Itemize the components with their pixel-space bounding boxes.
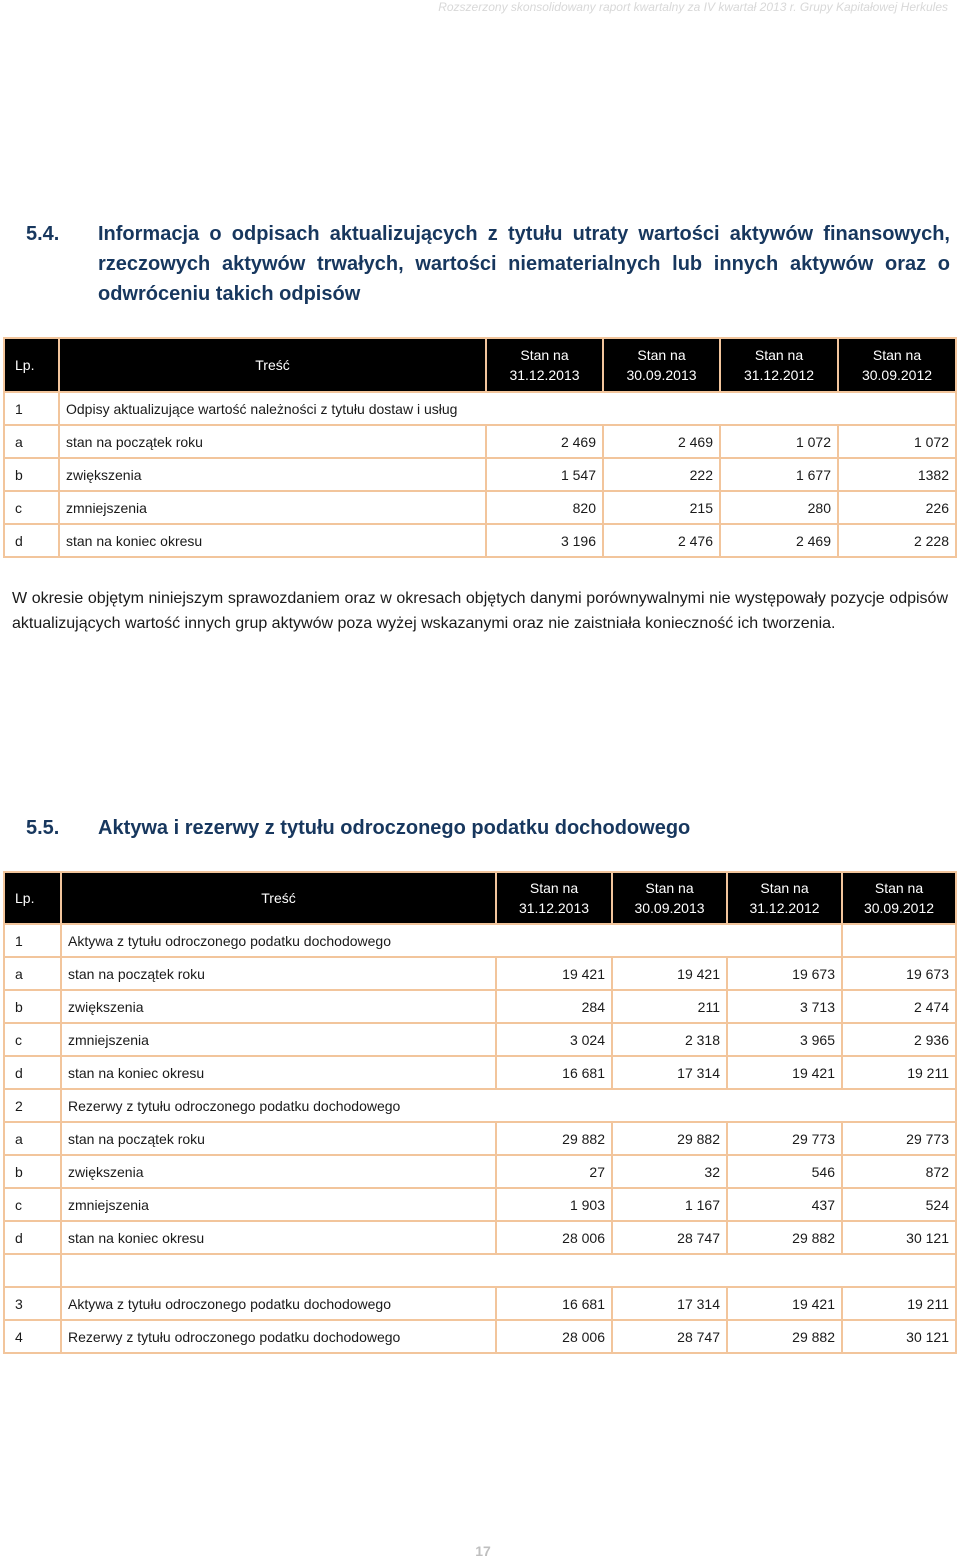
row-empty-cell — [842, 924, 956, 957]
row-value: 284 — [496, 990, 612, 1023]
row-value: 2 936 — [842, 1023, 956, 1056]
table-spacer-row — [4, 1254, 956, 1287]
row-value: 28 747 — [612, 1221, 727, 1254]
row-label: zmniejszenia — [61, 1188, 496, 1221]
row-value: 29 882 — [612, 1122, 727, 1155]
header-date-3: Stan na 31.12.2012 — [720, 338, 838, 392]
row-value: 1382 — [838, 458, 956, 491]
section-number: 5.4. — [26, 223, 60, 245]
header-date-2: Stan na 30.09.2013 — [603, 338, 720, 392]
row-value: 27 — [496, 1155, 612, 1188]
section-title: Informacja o odpisach aktualizujących z tytułu utraty wartości aktywów finansowych, rzeczowych aktywów trwałych, wartości niematerialnych lub innych aktywów oraz o odwróceniu takich odpisów — [98, 223, 950, 305]
table-row — [4, 425, 956, 458]
row-label: Aktywa z tytułu odroczonego podatku dochodowego — [61, 1287, 496, 1320]
row-value: 17 314 — [612, 1056, 727, 1089]
header-tresc: Treść — [61, 872, 496, 924]
header-date-1: Stan na 31.12.2013 — [496, 872, 612, 924]
row-value: 546 — [727, 1155, 842, 1188]
row-value: 2 469 — [720, 524, 838, 557]
row-value: 30 121 — [842, 1221, 956, 1254]
row-lp: a — [4, 1122, 61, 1155]
row-value: 19 421 — [612, 957, 727, 990]
row-lp: c — [4, 1023, 61, 1056]
section-number: 5.5. — [26, 817, 60, 839]
section-title: Aktywa i rezerwy z tytułu odroczonego podatku dochodowego — [98, 817, 691, 839]
table-row — [4, 524, 956, 557]
row-lp: b — [4, 990, 61, 1023]
row-value: 3 713 — [727, 990, 842, 1023]
row-lp: a — [4, 425, 59, 458]
table-row — [4, 1188, 956, 1221]
header-date-4: Stan na 30.09.2012 — [842, 872, 956, 924]
deferred-tax-table — [3, 871, 957, 1354]
row-value: 29 882 — [727, 1320, 842, 1353]
row-value: 2 318 — [612, 1023, 727, 1056]
row-value: 820 — [486, 491, 603, 524]
row-value: 215 — [603, 491, 720, 524]
table-row — [4, 491, 956, 524]
table-row — [4, 458, 956, 491]
row-value: 19 673 — [727, 957, 842, 990]
row-lp: 2 — [4, 1089, 61, 1122]
table-row — [4, 990, 956, 1023]
row-label: stan na koniec okresu — [61, 1056, 496, 1089]
row-value: 2 469 — [486, 425, 603, 458]
row-value: 872 — [842, 1155, 956, 1188]
row-label: Rezerwy z tytułu odroczonego podatku dochodowego — [61, 1089, 956, 1122]
row-value: 2 476 — [603, 524, 720, 557]
row-value: 28 006 — [496, 1221, 612, 1254]
row-empty-cell — [61, 1254, 956, 1287]
row-value: 28 747 — [612, 1320, 727, 1353]
section-heading-5-4 — [26, 219, 950, 309]
row-lp: 4 — [4, 1320, 61, 1353]
row-value: 32 — [612, 1155, 727, 1188]
table-group-row — [4, 924, 956, 957]
row-lp: b — [4, 458, 59, 491]
row-value: 1 903 — [496, 1188, 612, 1221]
row-lp: a — [4, 957, 61, 990]
table-group-row — [4, 1089, 956, 1122]
row-value: 16 681 — [496, 1056, 612, 1089]
row-value: 19 421 — [496, 957, 612, 990]
row-value: 1 677 — [720, 458, 838, 491]
table-header-row — [4, 872, 956, 924]
table-row — [4, 957, 956, 990]
table-group-row — [4, 392, 956, 425]
row-label: stan na początek roku — [61, 1122, 496, 1155]
row-value: 16 681 — [496, 1287, 612, 1320]
row-value: 437 — [727, 1188, 842, 1221]
row-lp: 1 — [4, 392, 59, 425]
row-label: stan na początek roku — [61, 957, 496, 990]
header-date-1: Stan na 31.12.2013 — [486, 338, 603, 392]
row-value: 211 — [612, 990, 727, 1023]
table-header-row — [4, 338, 956, 392]
row-lp: c — [4, 491, 59, 524]
row-lp: d — [4, 1056, 61, 1089]
row-value: 19 211 — [842, 1056, 956, 1089]
row-label: Odpisy aktualizujące wartość należności z tytułu dostaw i usług — [59, 392, 956, 425]
row-lp: 1 — [4, 924, 61, 957]
running-header: Rozszerzony skonsolidowany raport kwartalny za IV kwartał 2013 r. Grupy Kapitałowej Herkules — [438, 0, 948, 14]
row-value: 1 167 — [612, 1188, 727, 1221]
section-heading-5-5 — [26, 813, 950, 843]
table-row — [4, 1155, 956, 1188]
header-date-3: Stan na 31.12.2012 — [727, 872, 842, 924]
table-summary-row — [4, 1287, 956, 1320]
row-value: 3 196 — [486, 524, 603, 557]
row-value: 280 — [720, 491, 838, 524]
row-label: zwiększenia — [61, 1155, 496, 1188]
row-value: 29 773 — [842, 1122, 956, 1155]
row-value: 1 547 — [486, 458, 603, 491]
row-label: Aktywa z tytułu odroczonego podatku dochodowego — [61, 924, 842, 957]
row-lp: b — [4, 1155, 61, 1188]
row-lp: 3 — [4, 1287, 61, 1320]
row-lp: c — [4, 1188, 61, 1221]
row-value: 19 421 — [727, 1056, 842, 1089]
row-value: 226 — [838, 491, 956, 524]
row-lp: d — [4, 524, 59, 557]
row-label: zwiększenia — [59, 458, 486, 491]
row-value: 2 474 — [842, 990, 956, 1023]
table-summary-row — [4, 1320, 956, 1353]
row-label: stan na początek roku — [59, 425, 486, 458]
header-tresc: Treść — [59, 338, 486, 392]
row-value: 2 228 — [838, 524, 956, 557]
row-value: 222 — [603, 458, 720, 491]
table-row — [4, 1122, 956, 1155]
table-row — [4, 1056, 956, 1089]
row-value: 29 773 — [727, 1122, 842, 1155]
row-value: 28 006 — [496, 1320, 612, 1353]
row-label: zmniejszenia — [59, 491, 486, 524]
row-value: 524 — [842, 1188, 956, 1221]
row-value: 30 121 — [842, 1320, 956, 1353]
header-lp: Lp. — [4, 338, 59, 392]
row-value: 2 469 — [603, 425, 720, 458]
row-label: stan na koniec okresu — [61, 1221, 496, 1254]
row-label: stan na koniec okresu — [59, 524, 486, 557]
header-date-4: Stan na 30.09.2012 — [838, 338, 956, 392]
row-empty-cell — [4, 1254, 61, 1287]
row-value: 1 072 — [720, 425, 838, 458]
row-value: 29 882 — [727, 1221, 842, 1254]
row-label: zwiększenia — [61, 990, 496, 1023]
row-value: 19 421 — [727, 1287, 842, 1320]
row-value: 19 673 — [842, 957, 956, 990]
row-value: 3 965 — [727, 1023, 842, 1056]
impairment-table — [3, 337, 957, 558]
row-label: Rezerwy z tytułu odroczonego podatku dochodowego — [61, 1320, 496, 1353]
row-value: 29 882 — [496, 1122, 612, 1155]
row-value: 1 072 — [838, 425, 956, 458]
row-label: zmniejszenia — [61, 1023, 496, 1056]
row-value: 3 024 — [496, 1023, 612, 1056]
row-value: 19 211 — [842, 1287, 956, 1320]
table-row — [4, 1023, 956, 1056]
row-lp: d — [4, 1221, 61, 1254]
explanatory-paragraph: W okresie objętym niniejszym sprawozdaniem oraz w okresach objętych danymi porównywalnymi nie występowały pozycje odpisów aktualizujących wartość innych grup aktywów poza wyżej wskazanymi oraz nie zaistniała konieczność ich tworzenia. — [12, 590, 948, 632]
header-lp: Lp. — [4, 872, 61, 924]
page-number: 17 — [475, 1543, 491, 1559]
header-date-2: Stan na 30.09.2013 — [612, 872, 727, 924]
table-row — [4, 1221, 956, 1254]
row-value: 17 314 — [612, 1287, 727, 1320]
